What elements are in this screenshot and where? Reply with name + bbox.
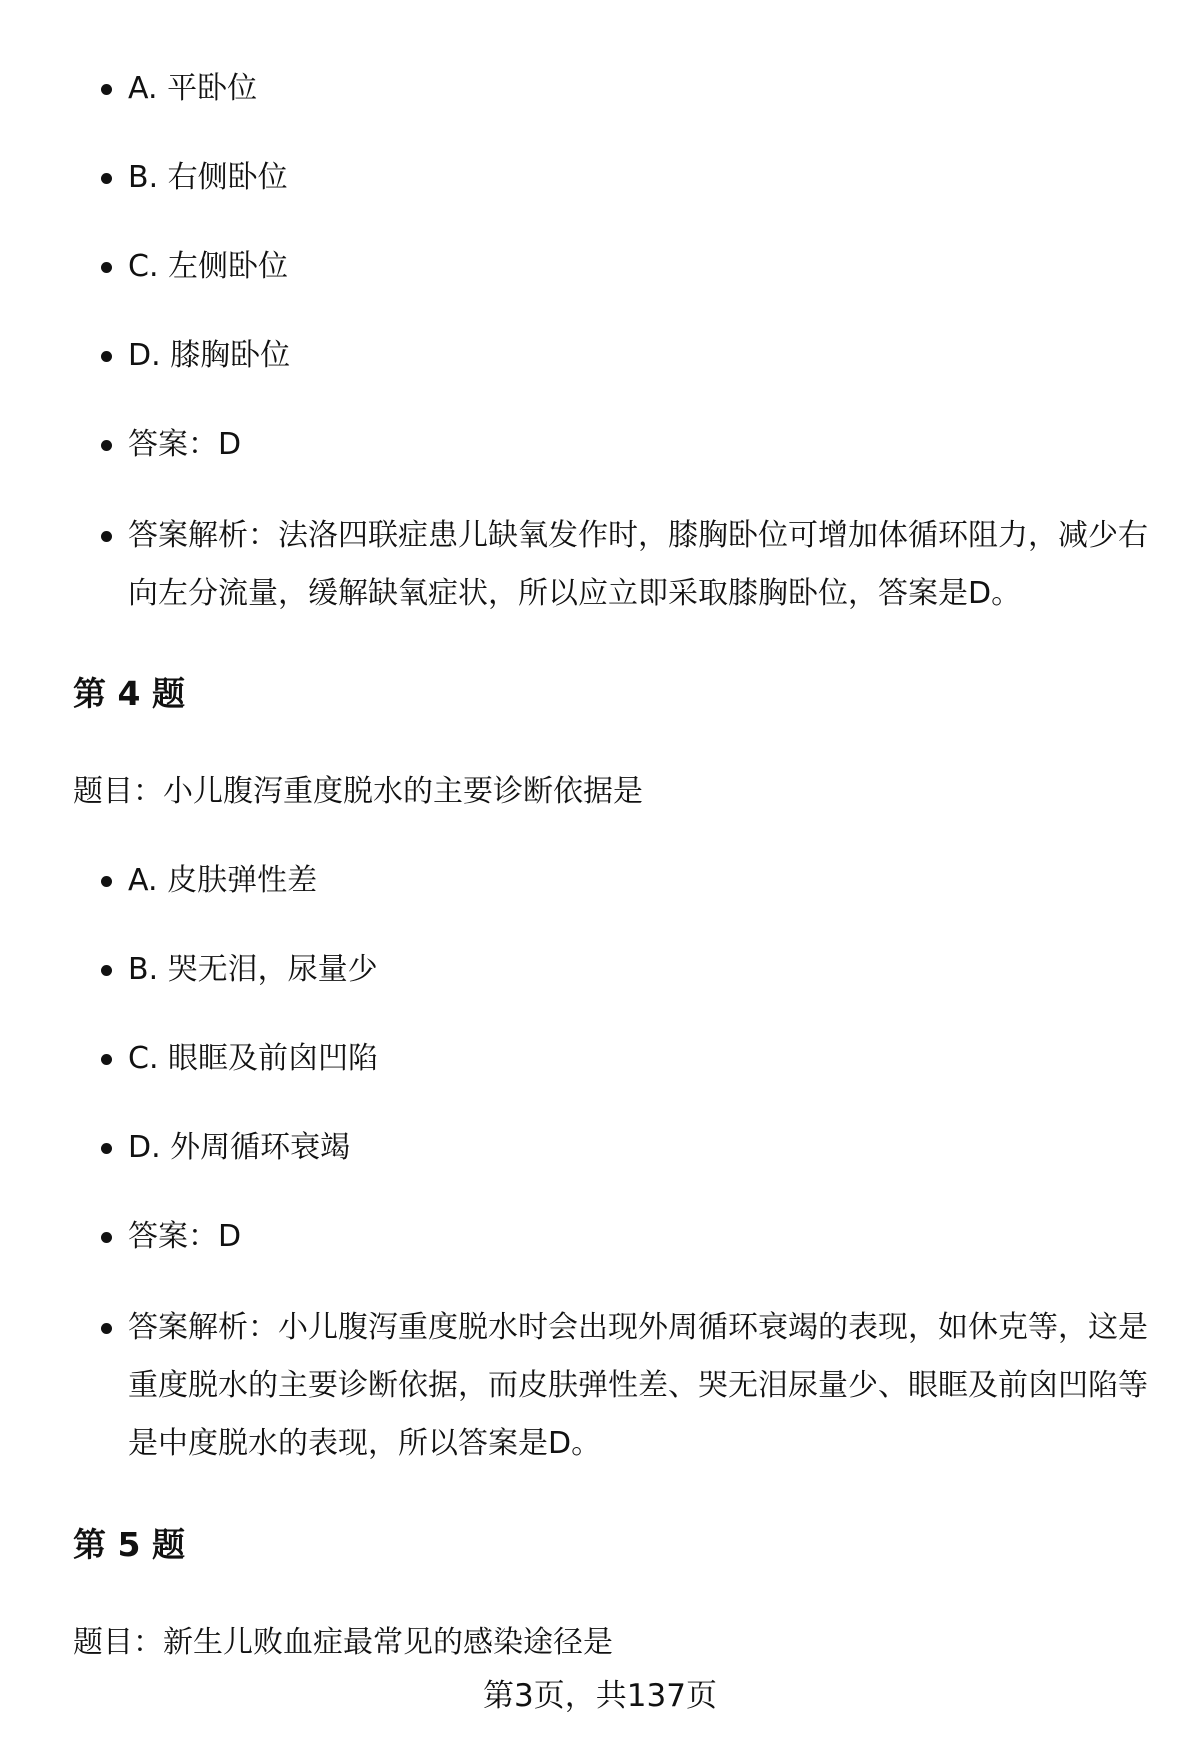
q5-heading: 第 5 题 bbox=[73, 1525, 185, 1564]
q5-question: 题目：新生儿败血症最常见的感染途径是 bbox=[73, 1625, 613, 1660]
q4-heading: 第 4 题 bbox=[73, 674, 185, 713]
q3-option-d: D. 膝胸卧位 bbox=[128, 327, 1148, 385]
q4-answer: 答案：D bbox=[128, 1208, 1148, 1266]
q3-answer: 答案：D bbox=[128, 416, 1148, 474]
q4-option-c: C. 眼眶及前囟凹陷 bbox=[128, 1030, 1148, 1088]
q4-question: 题目：小儿腹泻重度脱水的主要诊断依据是 bbox=[73, 774, 643, 809]
q3-option-a: A. 平卧位 bbox=[128, 60, 1148, 118]
q3-option-c: C. 左侧卧位 bbox=[128, 238, 1148, 296]
q4-option-a: A. 皮肤弹性差 bbox=[128, 852, 1148, 910]
q4-option-d: D. 外周循环衰竭 bbox=[128, 1119, 1148, 1177]
q3-explanation: 答案解析：法洛四联症患儿缺氧发作时，膝胸卧位可增加体循环阻力，减少右向左分流量，缓解缺氧症状，所以应立即采取膝胸卧位，答案是D。 bbox=[128, 507, 1148, 623]
q4-explanation: 答案解析：小儿腹泻重度脱水时会出现外周循环衰竭的表现，如休克等，这是重度脱水的主要诊断依据，而皮肤弹性差、哭无泪尿量少、眼眶及前囟凹陷等是中度脱水的表现，所以答案是D。 bbox=[128, 1299, 1148, 1473]
q3-option-b: B. 右侧卧位 bbox=[128, 149, 1148, 207]
q4-option-b: B. 哭无泪，尿量少 bbox=[128, 941, 1148, 999]
page-number-footer: 第3页，共137页 bbox=[483, 1678, 717, 1714]
